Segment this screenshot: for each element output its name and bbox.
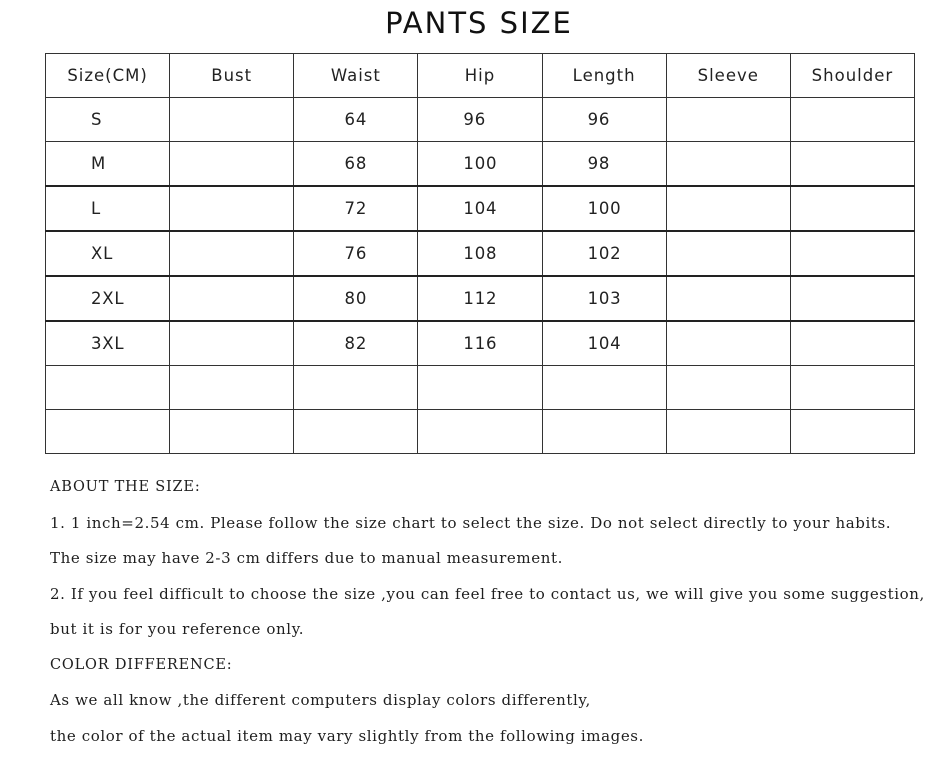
sleeve-cell <box>666 231 790 276</box>
page-title: PANTS SIZE <box>385 6 573 40</box>
note-line: 1. 1 inch=2.54 cm. Please follow the size chart to select the size. Do not select directly to your habits. <box>50 513 892 532</box>
size-cell <box>46 366 170 410</box>
waist-cell <box>294 366 418 410</box>
sleeve-cell <box>666 321 790 366</box>
hip-cell <box>418 410 542 454</box>
waist-cell: 80 <box>294 276 418 321</box>
sleeve-cell <box>666 410 790 454</box>
size-cell: M <box>46 142 170 187</box>
table-row <box>46 98 915 142</box>
shoulder-cell <box>790 410 914 454</box>
table-header-row <box>46 54 915 98</box>
length-cell: 98 <box>542 142 666 187</box>
hip-cell <box>418 366 542 410</box>
shoulder-cell <box>790 142 914 187</box>
bust-cell <box>170 98 294 142</box>
shoulder-cell <box>790 366 914 410</box>
hip-cell: 104 <box>418 186 542 231</box>
header-bust: Bust <box>170 54 294 98</box>
table-row <box>46 231 915 276</box>
waist-cell <box>294 410 418 454</box>
waist-cell: 82 <box>294 321 418 366</box>
size-chart-table <box>45 53 915 454</box>
length-cell <box>542 410 666 454</box>
header-hip: Hip <box>418 54 542 98</box>
size-cell: 3XL <box>46 321 170 366</box>
bust-cell <box>170 410 294 454</box>
sleeve-cell <box>666 276 790 321</box>
table-row <box>46 276 915 321</box>
waist-cell: 76 <box>294 231 418 276</box>
about-size-heading: ABOUT THE SIZE: <box>50 479 201 495</box>
shoulder-cell <box>790 98 914 142</box>
hip-cell: 116 <box>418 321 542 366</box>
size-cell <box>46 410 170 454</box>
length-cell: 104 <box>542 321 666 366</box>
sleeve-cell <box>666 142 790 187</box>
header-length: Length <box>542 54 666 98</box>
waist-cell: 72 <box>294 186 418 231</box>
bust-cell <box>170 366 294 410</box>
shoulder-cell <box>790 231 914 276</box>
hip-cell: 108 <box>418 231 542 276</box>
length-cell: 100 <box>542 186 666 231</box>
table-row <box>46 321 915 366</box>
note-line: but it is for you reference only. <box>50 620 305 638</box>
table-row <box>46 142 915 187</box>
hip-cell: 100 <box>418 142 542 187</box>
sleeve-cell <box>666 98 790 142</box>
size-cell: S <box>46 98 170 142</box>
sleeve-cell <box>666 186 790 231</box>
size-cell: L <box>46 186 170 231</box>
table-row <box>46 186 915 231</box>
note-line: 2. If you feel difficult to choose the size ,you can feel free to contact us, we will give you some suggestion, <box>50 584 925 603</box>
bust-cell <box>170 321 294 366</box>
header-waist: Waist <box>294 54 418 98</box>
sleeve-cell <box>666 366 790 410</box>
bust-cell <box>170 276 294 321</box>
note-line: The size may have 2-3 cm differs due to manual measurement. <box>50 549 563 567</box>
length-cell: 96 <box>542 98 666 142</box>
size-cell: XL <box>46 231 170 276</box>
size-notes <box>50 470 940 754</box>
note-line: the color of the actual item may vary slightly from the following images. <box>50 726 644 745</box>
header-size: Size(CM) <box>46 54 170 98</box>
bust-cell <box>170 142 294 187</box>
waist-cell: 64 <box>294 98 418 142</box>
length-cell: 103 <box>542 276 666 321</box>
bust-cell <box>170 186 294 231</box>
color-difference-heading: COLOR DIFFERENCE: <box>50 656 233 673</box>
shoulder-cell <box>790 321 914 366</box>
length-cell: 102 <box>542 231 666 276</box>
bust-cell <box>170 231 294 276</box>
shoulder-cell <box>790 276 914 321</box>
hip-cell: 96 <box>418 98 542 142</box>
waist-cell: 68 <box>294 142 418 187</box>
header-sleeve: Sleeve <box>666 54 790 98</box>
hip-cell: 112 <box>418 276 542 321</box>
header-shoulder: Shoulder <box>790 54 914 98</box>
length-cell <box>542 366 666 410</box>
note-line: As we all know ,the different computers display colors differently, <box>50 691 591 709</box>
shoulder-cell <box>790 186 914 231</box>
size-cell: 2XL <box>46 276 170 321</box>
table-row <box>46 366 915 410</box>
table-row <box>46 410 915 454</box>
